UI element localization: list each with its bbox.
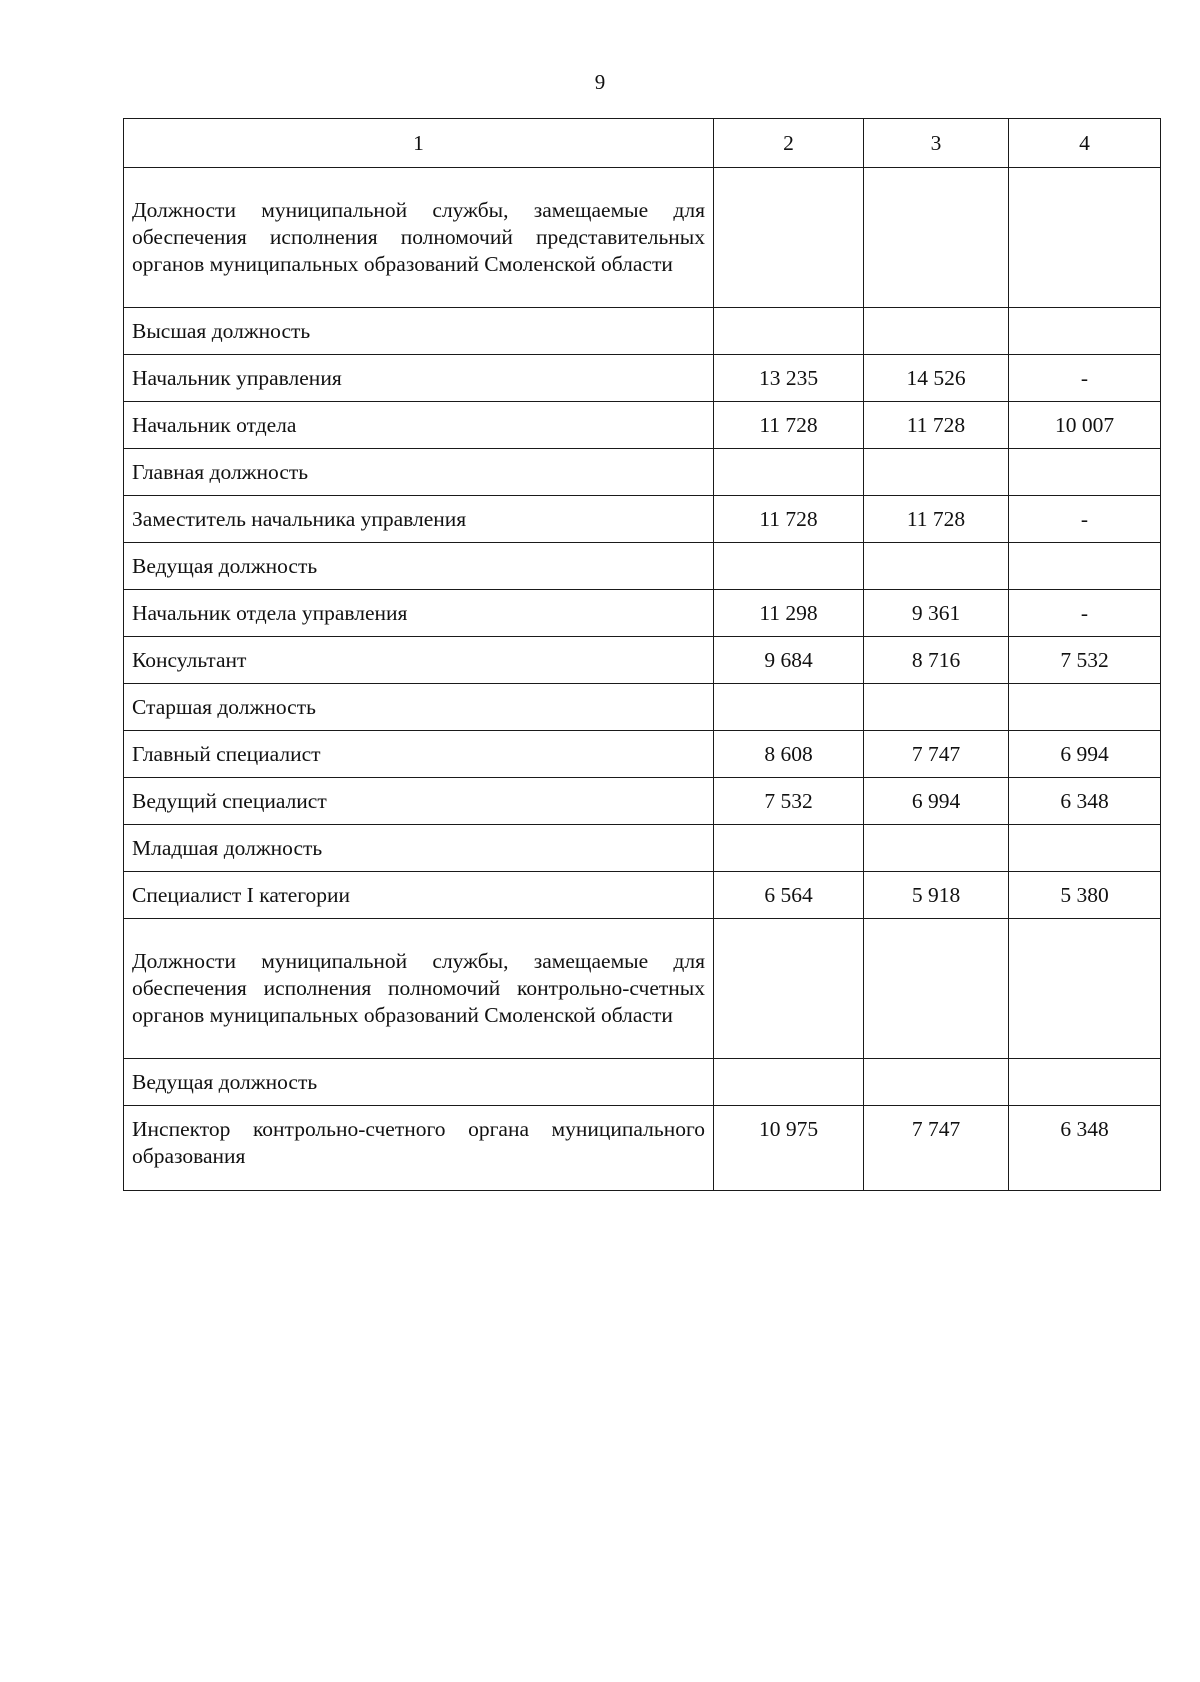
row-value-col3: 11 728	[864, 496, 1009, 543]
row-name: Заместитель начальника управления	[124, 496, 714, 543]
row-name: Консультант	[124, 637, 714, 684]
row-value-col3	[864, 168, 1009, 308]
row-value-col2	[714, 825, 864, 872]
row-name: Специалист I категории	[124, 872, 714, 919]
row-value-col2: 6 564	[714, 872, 864, 919]
row-value-col2: 8 608	[714, 731, 864, 778]
table-row	[124, 402, 1161, 449]
table-header-row	[124, 119, 1161, 168]
row-name: Главный специалист	[124, 731, 714, 778]
row-value-col3: 5 918	[864, 872, 1009, 919]
row-value-col4	[1009, 684, 1161, 731]
row-value-col4	[1009, 308, 1161, 355]
category-row	[124, 543, 1161, 590]
row-value-col4: 6 348	[1009, 778, 1161, 825]
row-value-col3	[864, 1059, 1009, 1106]
salary-table	[123, 118, 1161, 1191]
column-header-1: 1	[124, 119, 714, 168]
table-row	[124, 778, 1161, 825]
row-value-col3	[864, 449, 1009, 496]
table-row	[124, 1106, 1161, 1191]
row-value-col4: 5 380	[1009, 872, 1161, 919]
row-value-col2: 11 728	[714, 402, 864, 449]
row-value-col3	[864, 308, 1009, 355]
row-value-col3: 11 728	[864, 402, 1009, 449]
row-value-col2: 13 235	[714, 355, 864, 402]
row-value-col2	[714, 543, 864, 590]
row-value-col4: 7 532	[1009, 637, 1161, 684]
row-value-col3	[864, 825, 1009, 872]
row-value-col2	[714, 1059, 864, 1106]
row-value-col4: -	[1009, 355, 1161, 402]
row-name: Главная должность	[124, 449, 714, 496]
row-value-col2	[714, 308, 864, 355]
table-row	[124, 355, 1161, 402]
row-value-col2: 7 532	[714, 778, 864, 825]
row-value-col2	[714, 684, 864, 731]
row-value-col4	[1009, 1059, 1161, 1106]
category-row	[124, 449, 1161, 496]
section-heading-row	[124, 919, 1161, 1059]
column-header-3: 3	[864, 119, 1009, 168]
row-value-col2: 11 728	[714, 496, 864, 543]
row-value-col4	[1009, 168, 1161, 308]
row-value-col2	[714, 449, 864, 496]
row-value-col3: 7 747	[864, 1106, 1009, 1191]
row-value-col2	[714, 168, 864, 308]
table-row	[124, 731, 1161, 778]
category-row	[124, 308, 1161, 355]
row-value-col3	[864, 684, 1009, 731]
table-row	[124, 496, 1161, 543]
category-row	[124, 825, 1161, 872]
row-value-col3: 14 526	[864, 355, 1009, 402]
row-value-col4	[1009, 919, 1161, 1059]
row-value-col4: 10 007	[1009, 402, 1161, 449]
row-name: Начальник управления	[124, 355, 714, 402]
row-value-col3	[864, 919, 1009, 1059]
row-value-col4: 6 994	[1009, 731, 1161, 778]
row-name: Начальник отдела	[124, 402, 714, 449]
category-row	[124, 1059, 1161, 1106]
row-value-col4: -	[1009, 496, 1161, 543]
row-value-col3: 8 716	[864, 637, 1009, 684]
row-name: Ведущая должность	[124, 543, 714, 590]
row-value-col3: 6 994	[864, 778, 1009, 825]
category-row	[124, 684, 1161, 731]
page-number: 9	[594, 70, 606, 94]
row-value-col4	[1009, 825, 1161, 872]
section-heading-row	[124, 168, 1161, 308]
row-name: Старшая должность	[124, 684, 714, 731]
row-value-col3: 7 747	[864, 731, 1009, 778]
row-value-col2: 11 298	[714, 590, 864, 637]
row-value-col4	[1009, 543, 1161, 590]
row-value-col4: 6 348	[1009, 1106, 1161, 1191]
row-name: Должности муниципальной службы, замещаемые для обеспечения исполнения полномочий контрольно-счетных органов муниципальных образований Смоленской области	[124, 919, 714, 1059]
row-name: Младшая должность	[124, 825, 714, 872]
row-name: Высшая должность	[124, 308, 714, 355]
row-value-col2	[714, 919, 864, 1059]
row-name: Инспектор контрольно-счетного органа муниципального образования	[124, 1106, 714, 1191]
row-value-col2: 10 975	[714, 1106, 864, 1191]
row-value-col3	[864, 543, 1009, 590]
row-value-col4	[1009, 449, 1161, 496]
row-name: Начальник отдела управления	[124, 590, 714, 637]
table-row	[124, 590, 1161, 637]
row-name: Ведущий специалист	[124, 778, 714, 825]
table-row	[124, 637, 1161, 684]
row-value-col4: -	[1009, 590, 1161, 637]
row-value-col3: 9 361	[864, 590, 1009, 637]
row-name: Ведущая должность	[124, 1059, 714, 1106]
row-name: Должности муниципальной службы, замещаемые для обеспечения исполнения полномочий представительных органов муниципальных образований Смоленской области	[124, 168, 714, 308]
table-row	[124, 872, 1161, 919]
column-header-4: 4	[1009, 119, 1161, 168]
row-value-col2: 9 684	[714, 637, 864, 684]
column-header-2: 2	[714, 119, 864, 168]
